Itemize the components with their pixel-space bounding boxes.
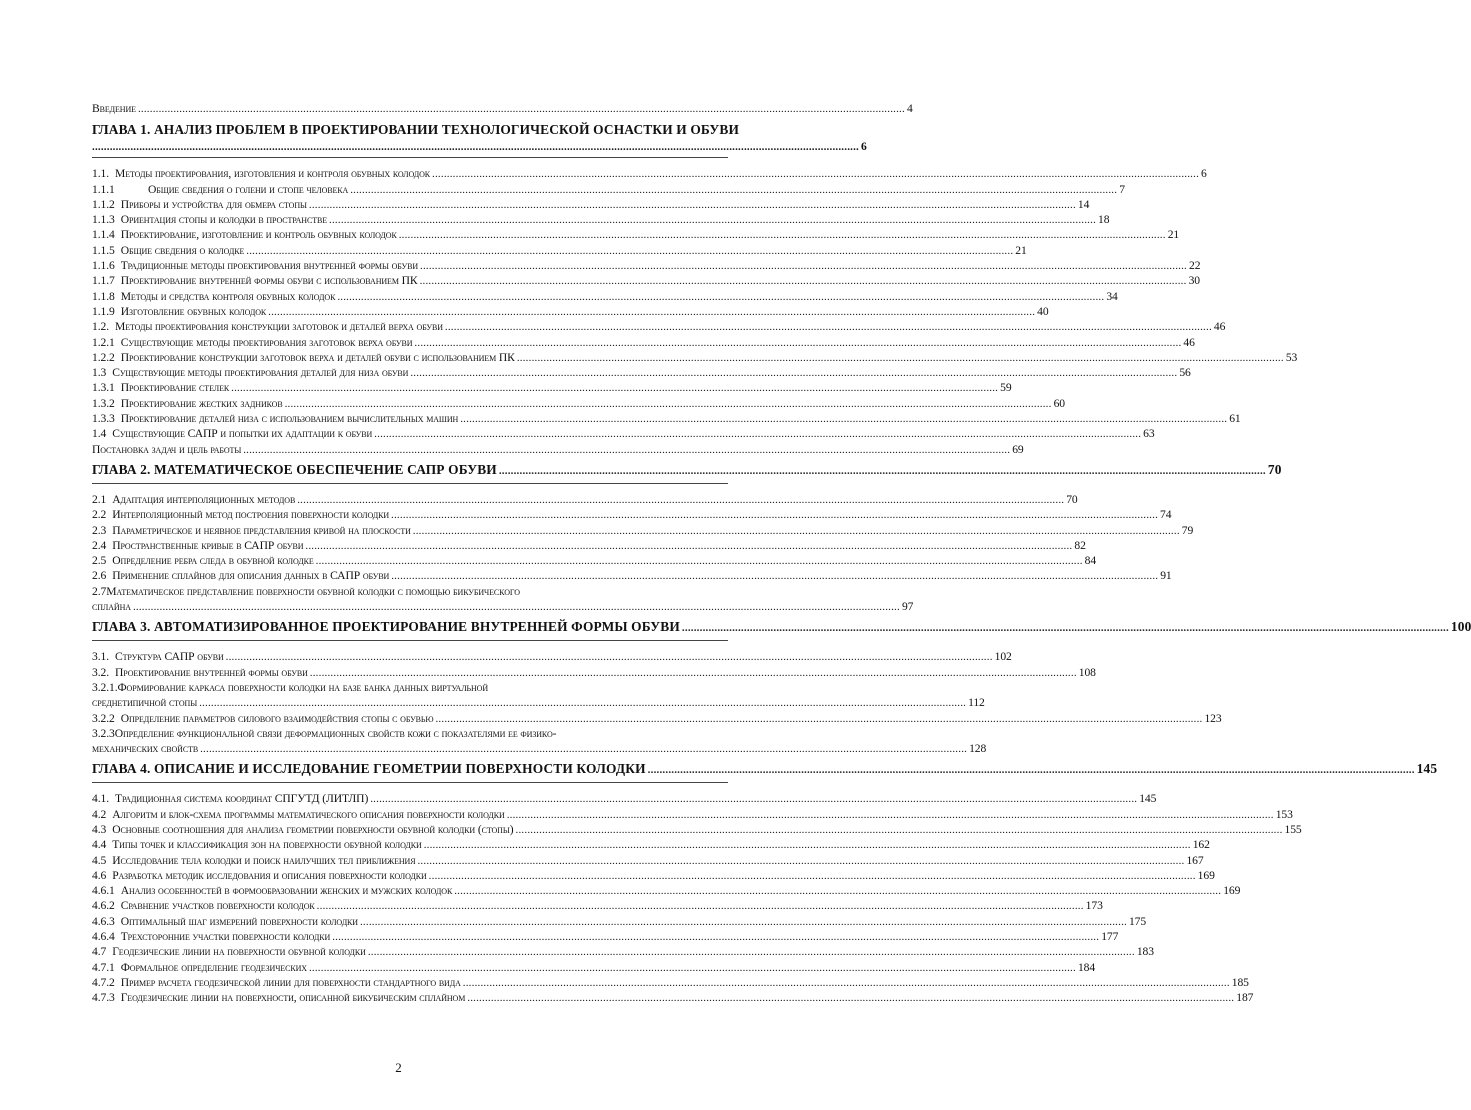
toc-entry-page: 169 <box>1197 868 1215 882</box>
leader-dots: .................................................................................................................................................................................................................................................................... <box>516 351 1284 364</box>
leader-dots: .................................................................................................................................................................................................................................................................... <box>231 382 999 395</box>
toc-entry-number: 4.6.4 <box>92 930 115 944</box>
toc-entry-page: 60 <box>1053 396 1065 410</box>
toc-entry-page: 46 <box>1213 320 1226 334</box>
leader-dots: .................................................................................................................................................................................................................................................................... <box>417 854 1185 867</box>
toc-entry-title: Анализ особенностей в формообразовании женских и мужских колодок <box>120 884 453 898</box>
toc-entry-title-cont: среднетипичной стопы <box>92 696 198 710</box>
leader-dots: .................................................................................................................................................................................................................................................................... <box>506 808 1274 821</box>
toc-entry-title: Трехсторонние участки поверхности колодки <box>120 930 331 944</box>
ch1-entries <box>92 166 1298 457</box>
toc-entry-page: 84 <box>1084 554 1097 568</box>
toc-entry-title-cont: механических свойств <box>92 742 199 756</box>
toc-entry-number: 4.7.1 <box>92 960 115 974</box>
leader-dots: .................................................................................................................................................................................................................................................................... <box>268 305 1036 318</box>
toc-entry-title: Определение ребра следа в обувной колодке <box>112 554 314 568</box>
toc-entry-page: 70 <box>1066 492 1078 506</box>
leader-dots: .................................................................................................................................................................................................................................................................... <box>359 915 1127 928</box>
leader-dots: .................................................................................................................................................................................................................................................................... <box>200 743 968 756</box>
toc-entry[interactable] <box>92 807 1293 822</box>
toc-entry[interactable] <box>92 914 1147 929</box>
toc-entry-number: 4.7.2 <box>92 975 115 989</box>
toc-entry-title: Пример расчета геодезической линии для поверхности стандартного вида <box>120 975 461 989</box>
toc-entry-page: 162 <box>1192 838 1210 852</box>
leader-dots: .................................................................................................................................................................................................................................................................... <box>647 764 1415 777</box>
toc-entry-page: 155 <box>1284 822 1302 836</box>
toc-entry-number: 1.1.5 <box>92 243 115 257</box>
leader-dots: .................................................................................................................................................................................................................................................................... <box>460 413 1228 426</box>
toc-entry-number: 1.3 <box>92 366 107 380</box>
leader-dots: .................................................................................................................................................................................................................................................................... <box>420 260 1187 273</box>
leader-dots: .................................................................................................................................................................................................................................................................... <box>435 712 1203 725</box>
toc-entry-page: 34 <box>1106 289 1118 303</box>
leader-dots: .................................................................................................................................................................................................................................................................... <box>329 214 1097 227</box>
toc-entry-number: 3.1. <box>92 650 109 664</box>
toc-entry[interactable] <box>92 197 1090 212</box>
toc-entry-page: 7 <box>1119 182 1125 196</box>
toc-entry-title: Традиционные методы проектирования внутренней формы обуви <box>120 259 418 273</box>
leader-dots: .................................................................................................................................................................................................................................................................... <box>444 321 1212 334</box>
toc-entry[interactable] <box>92 289 1118 304</box>
toc-entry[interactable] <box>92 258 1201 273</box>
toc-entry[interactable] <box>92 243 1027 258</box>
toc-entry-page: 56 <box>1179 366 1191 380</box>
chapter-title: ГЛАВА 3. АВТОМАТИЗИРОВАННОЕ ПРОЕКТИРОВАНИЕ ВНУТРЕННЕЙ ФОРМЫ ОБУВИ <box>92 619 680 635</box>
toc-entry[interactable] <box>92 492 1078 507</box>
leader-dots: .................................................................................................................................................................................................................................................................... <box>137 103 905 115</box>
leader-dots: .................................................................................................................................................................................................................................................................... <box>332 931 1100 944</box>
chapter-page: 145 <box>1416 761 1438 777</box>
toc-entry-number: 1.3.1 <box>92 381 115 395</box>
toc-entry-number: 1.1.8 <box>92 289 115 303</box>
toc-entry-title: Исследование тела колодки и поиск наилучших тел приближения <box>112 853 416 867</box>
toc-entry-page: 91 <box>1160 569 1172 583</box>
leader-dots: .................................................................................................................................................................................................................................................................... <box>412 524 1180 537</box>
toc-entry-page: 187 <box>1236 991 1254 1005</box>
toc-entry-title: Проектирование внутренней формы обуви с использованием ПК <box>120 274 418 288</box>
toc-entry-number: 3.2. <box>92 665 109 679</box>
leader-dots: .................................................................................................................................................................................................................................................................... <box>243 443 1011 456</box>
toc-entry-page: 61 <box>1229 412 1241 426</box>
leader-dots: .................................................................................................................................................................................................................................................................... <box>225 651 993 664</box>
toc-entry-page: 145 <box>1139 792 1157 806</box>
toc-entry-page: 40 <box>1037 304 1049 318</box>
toc-entry-title: Геодезические линии на поверхности, описанной бикубическим сплайном <box>120 991 466 1005</box>
toc-entry[interactable] <box>92 426 1155 441</box>
toc-entry-title: Разработка методик исследования и описания поверхности колодки <box>112 868 427 882</box>
toc-entry[interactable] <box>92 853 1204 868</box>
leader-dots: .................................................................................................................................................................................................................................................................... <box>462 976 1230 989</box>
toc-entry[interactable] <box>92 365 1191 380</box>
leader-dots: .................................................................................................................................................................................................................................................................... <box>308 198 1076 211</box>
toc-entry-page: 21 <box>1167 228 1180 242</box>
toc-entry-page: 167 <box>1186 853 1204 867</box>
toc-entry-number: 1.1. <box>92 167 109 181</box>
toc-entry-number: 1.1.7 <box>92 274 115 288</box>
toc-entry-title: Формальное определение геодезических <box>120 960 307 974</box>
toc-entry-number: 2.6 <box>92 569 107 583</box>
toc-entry[interactable] <box>92 568 1172 583</box>
toc-entry-page: 79 <box>1181 523 1194 537</box>
toc-entry-introduction[interactable] <box>92 101 913 116</box>
toc-entry-page: 21 <box>1015 243 1027 257</box>
chapter-rule <box>92 640 728 641</box>
toc-entry-title: Ориентация стопы и колодки в пространстве <box>120 213 328 227</box>
toc-entry-title: Проектирование деталей низа с использованием вычислительных машин <box>120 412 459 426</box>
toc-entry-page: 4 <box>906 102 913 115</box>
toc-chapter-4[interactable] <box>92 760 1438 778</box>
toc-entry[interactable] <box>92 523 1194 538</box>
toc-entry-page: 63 <box>1143 427 1155 441</box>
table-of-contents <box>92 101 1471 1006</box>
toc-entry-page: 18 <box>1098 213 1110 227</box>
leader-dots: .................................................................................................................................................................................................................................................................... <box>315 555 1083 568</box>
toc-entry[interactable] <box>92 929 1119 944</box>
toc-entry-number: 3.2.2 <box>92 711 115 725</box>
toc-entry[interactable] <box>92 507 1172 522</box>
toc-entry[interactable] <box>92 883 1241 898</box>
toc-entry-title: Математическое представление поверхности обувной колодки с помощью бикубического <box>106 584 520 598</box>
toc-entry[interactable] <box>92 212 1110 227</box>
toc-entry-title: Определение параметров силового взаимодействия стопы с обувью <box>120 711 434 725</box>
leader-dots: .................................................................................................................................................................................................................................................................... <box>246 244 1014 257</box>
chapter-rule <box>92 782 728 783</box>
toc-entry-number: 3.2.3 <box>92 726 115 740</box>
ch3-entries <box>92 649 1222 756</box>
toc-entry-line <box>92 584 728 599</box>
toc-entry-title: Введение <box>92 102 136 115</box>
toc-entry[interactable] <box>92 273 1200 288</box>
toc-entry-title: Существующие методы проектирования деталей для низа обуви <box>112 366 409 380</box>
toc-entry-page: 14 <box>1077 197 1090 211</box>
toc-entry-title: Определение функциональной связи деформационных свойств кожи с показателями ее физико- <box>114 726 557 740</box>
toc-entry-title: Проектирование внутренней формы обуви <box>115 665 308 679</box>
page-number: 2 <box>395 1060 402 1075</box>
toc-entry[interactable] <box>92 182 1125 197</box>
toc-entry-title: Параметрическое и неявное представления кривой на плоскости <box>112 523 411 537</box>
toc-entry-multiline[interactable] <box>92 726 987 757</box>
toc-entry[interactable] <box>92 975 1249 990</box>
toc-entry[interactable] <box>92 898 1103 913</box>
toc-entry-number: 4.5 <box>92 853 107 867</box>
toc-chapter-2[interactable] <box>92 461 1282 479</box>
leader-dots: .................................................................................................................................................................................................................................................................... <box>370 793 1138 806</box>
toc-entry[interactable] <box>92 990 1254 1005</box>
toc-entry-page: 183 <box>1136 945 1154 959</box>
leader-dots: .................................................................................................................................................................................................................................................................... <box>391 570 1159 583</box>
toc-entry[interactable] <box>92 304 1049 319</box>
leader-dots: .................................................................................................................................................................................................................................................................... <box>391 509 1159 522</box>
toc-entry-page: 169 <box>1223 884 1241 898</box>
chapter-rule <box>92 157 728 158</box>
toc-entry-number: 1.1.4 <box>92 228 115 242</box>
toc-entry-multiline[interactable] <box>92 584 914 615</box>
toc-entry-number: 1.1.9 <box>92 304 115 318</box>
toc-entry-title: Типы точек и классификация зон на поверхности обувной колодки <box>112 838 422 852</box>
chapter-title: ГЛАВА 4. ОПИСАНИЕ И ИССЛЕДОВАНИЕ ГЕОМЕТРИИ ПОВЕРХНОСТИ КОЛОДКИ <box>92 761 646 777</box>
leader-dots: .................................................................................................................................................................................................................................................................... <box>432 168 1200 181</box>
toc-entry[interactable] <box>92 649 1012 664</box>
toc-entry-number: 4.7 <box>92 945 107 959</box>
toc-entry-page: 112 <box>968 696 985 710</box>
toc-entry-title: Формирование каркаса поверхности колодки на базе банка данных виртуальной <box>117 680 489 694</box>
leader-dots: .................................................................................................................................................................................................................................................................... <box>423 839 1191 852</box>
toc-entry-page: 173 <box>1085 899 1103 913</box>
leader-dots: .................................................................................................................................................................................................................................................................... <box>92 141 859 154</box>
chapter-leader-line <box>92 139 867 155</box>
leader-dots: .................................................................................................................................................................................................................................................................... <box>284 397 1052 410</box>
toc-entry-page: 185 <box>1231 975 1249 989</box>
toc-entry-number: 4.1. <box>92 792 109 806</box>
toc-entry[interactable] <box>92 396 1065 411</box>
toc-entry-line <box>92 726 728 741</box>
toc-entry-title: Существующие методы проектирования заготовок верха обуви <box>120 335 413 349</box>
toc-entry[interactable] <box>92 837 1210 852</box>
toc-entry-title: Методы проектирования конструкции заготовок и деталей верха обуви <box>115 320 443 334</box>
toc-entry-title: Методы проектирования, изготовления и контроля обувных колодок <box>115 167 431 181</box>
toc-entry-page: 46 <box>1183 335 1195 349</box>
toc-entry-line <box>92 741 987 756</box>
toc-entry-number: 1.1.6 <box>92 259 115 273</box>
toc-entry-title: Геодезические линии на поверхности обувной колодки <box>112 945 366 959</box>
toc-entry-number: 2.2 <box>92 508 107 522</box>
toc-entry-title: Адаптация интерполяционных методов <box>112 492 296 506</box>
leader-dots: .................................................................................................................................................................................................................................................................... <box>467 992 1235 1005</box>
chapter-title: ГЛАВА 2. МАТЕМАТИЧЕСКОЕ ОБЕСПЕЧЕНИЕ САПР ОБУВИ <box>92 461 497 477</box>
toc-entry[interactable] <box>92 711 1222 726</box>
toc-entry-page: 74 <box>1160 508 1172 522</box>
toc-entry-number: 3.2.1. <box>92 680 118 694</box>
toc-entry-title: Методы и средства контроля обувных колодок <box>120 289 336 303</box>
toc-entry-page: 22 <box>1189 259 1201 273</box>
toc-entry[interactable] <box>92 442 1024 457</box>
leader-dots: .................................................................................................................................................................................................................................................................... <box>337 290 1105 303</box>
toc-entry-title: Оптимальный шаг измерений поверхности колодки <box>120 914 358 928</box>
toc-entry-title: Проектирование конструкции заготовок верха и деталей обуви с использованием ПК <box>120 350 515 364</box>
toc-entry-page: 102 <box>994 650 1012 664</box>
toc-entry[interactable] <box>92 822 1302 837</box>
toc-entry[interactable] <box>92 960 1096 975</box>
toc-entry-page: 82 <box>1074 538 1086 552</box>
leader-dots: .................................................................................................................................................................................................................................................................... <box>297 493 1065 506</box>
leader-dots: .................................................................................................................................................................................................................................................................... <box>374 428 1142 441</box>
leader-dots: .................................................................................................................................................................................................................................................................... <box>515 823 1283 836</box>
toc-entry-title: Алгоритм и блок-схема программы математического описания поверхности колодки <box>112 807 505 821</box>
chapter-page: 70 <box>1267 461 1282 477</box>
leader-dots: .................................................................................................................................................................................................................................................................... <box>681 622 1449 635</box>
toc-entry[interactable] <box>92 868 1215 883</box>
toc-entry[interactable] <box>92 350 1298 365</box>
toc-chapter-3[interactable] <box>92 618 1471 636</box>
toc-entry-number: 4.6.2 <box>92 899 115 913</box>
toc-entry-title: Общие сведения о голени и стопе человека <box>148 182 349 196</box>
toc-entry-page: 184 <box>1077 960 1096 974</box>
toc-entry-title: Сравнение участков поверхности колодок <box>120 899 315 913</box>
toc-entry-number: 1.1.2 <box>92 197 115 211</box>
toc-entry-page: 153 <box>1275 807 1293 821</box>
leader-dots: .................................................................................................................................................................................................................................................................... <box>132 601 900 614</box>
toc-entry-title: Интерполяционный метод построения поверхности колодки <box>112 508 390 522</box>
toc-entry[interactable] <box>92 791 1157 806</box>
leader-dots: .................................................................................................................................................................................................................................................................... <box>309 666 1077 679</box>
toc-entry-title: Проектирование, изготовление и контроль обувных колодок <box>120 228 397 242</box>
toc-entry-number: 1.2.1 <box>92 335 115 349</box>
toc-entry-title: Существующие САПР и попытки их адаптации к обуви <box>112 427 373 441</box>
toc-entry[interactable] <box>92 335 1195 350</box>
toc-entry-number: 4.2 <box>92 807 107 821</box>
leader-dots: .................................................................................................................................................................................................................................................................... <box>308 961 1076 974</box>
toc-entry-page: 177 <box>1101 930 1119 944</box>
toc-entry-number: 4.6.3 <box>92 914 115 928</box>
toc-entry-title: Пространственные кривые в САПР обуви <box>112 538 304 552</box>
toc-entry-number: 1.1.1 <box>92 182 115 196</box>
leader-dots: .................................................................................................................................................................................................................................................................... <box>498 464 1266 477</box>
toc-entry-number: 1.3.3 <box>92 412 115 426</box>
toc-entry-page: 108 <box>1078 665 1096 679</box>
toc-entry-number: 1.2.2 <box>92 350 115 364</box>
leader-dots: .................................................................................................................................................................................................................................................................... <box>305 539 1073 552</box>
leader-dots: .................................................................................................................................................................................................................................................................... <box>414 336 1182 349</box>
toc-entry-title: Применение сплайнов для описания данных в САПР обуви <box>112 569 390 583</box>
toc-entry-number: 1.2. <box>92 320 109 334</box>
leader-dots: .................................................................................................................................................................................................................................................................... <box>367 946 1135 959</box>
chapter-title: ГЛАВА 1. АНАЛИЗ ПРОБЛЕМ В ПРОЕКТИРОВАНИИ ТЕХНОЛОГИЧЕСКОЙ ОСНАСТКИ И ОБУВИ <box>92 122 740 138</box>
ch2-entries <box>92 492 1194 614</box>
toc-entry-number: 4.3 <box>92 822 107 836</box>
leader-dots: .................................................................................................................................................................................................................................................................... <box>316 900 1084 913</box>
toc-entry-title: Изготовление обувных колодок <box>120 304 267 318</box>
toc-chapter-1[interactable] <box>92 121 867 158</box>
toc-entry-number: 1.3.2 <box>92 396 115 410</box>
leader-dots: .................................................................................................................................................................................................................................................................... <box>454 885 1222 898</box>
toc-entry-line <box>92 695 985 710</box>
toc-entry[interactable] <box>92 665 1096 680</box>
toc-entry-title: Структура САПР обуви <box>115 650 224 664</box>
toc-entry-page: 53 <box>1285 350 1298 364</box>
toc-entry-page: 128 <box>969 742 987 756</box>
chapter-page: 100 <box>1450 619 1471 635</box>
toc-entry[interactable] <box>92 944 1154 959</box>
toc-entry-title: Постановка задач и цель работы <box>92 442 242 456</box>
toc-entry[interactable] <box>92 319 1226 334</box>
leader-dots: .................................................................................................................................................................................................................................................................... <box>398 229 1166 242</box>
toc-entry-number: 2.4 <box>92 538 107 552</box>
toc-entry-number: 2.3 <box>92 523 107 537</box>
toc-entry-title-cont: сплайна <box>92 600 131 614</box>
leader-dots: .................................................................................................................................................................................................................................................................... <box>428 869 1196 882</box>
leader-dots: .................................................................................................................................................................................................................................................................... <box>410 367 1178 380</box>
toc-entry-title: Проектирование жестких задников <box>120 396 283 410</box>
toc-entry-number: 4.7.3 <box>92 991 115 1005</box>
toc-entry-page: 6 <box>1201 167 1207 181</box>
leader-dots: .................................................................................................................................................................................................................................................................... <box>419 275 1187 288</box>
toc-entry-number: 2.7 <box>92 584 107 598</box>
toc-entry[interactable] <box>92 227 1180 242</box>
toc-entry-title: Проектирование стелек <box>120 381 230 395</box>
toc-entry[interactable] <box>92 166 1207 181</box>
toc-entry-number: 1.1.3 <box>92 213 115 227</box>
toc-entry-title: Основные соотношения для анализа геометрии поверхности обувной колодки (стопы) <box>112 822 514 836</box>
toc-entry-number: 4.6.1 <box>92 884 115 898</box>
toc-entry-title: Приборы и устройства для обмера стопы <box>120 197 307 211</box>
toc-entry-page: 69 <box>1012 442 1024 456</box>
toc-entry-number: 2.5 <box>92 554 107 568</box>
chapter-rule <box>92 483 728 484</box>
toc-entry-page: 30 <box>1188 274 1200 288</box>
chapter-page: 6 <box>861 140 867 154</box>
toc-entry-number: 4.6 <box>92 868 107 882</box>
toc-entry[interactable] <box>92 411 1241 426</box>
toc-entry-title: Традиционная система координат СПГУТД (ЛИТЛП) <box>115 792 369 806</box>
toc-entry-title: Общие сведения о колодке <box>120 243 245 257</box>
leader-dots: .................................................................................................................................................................................................................................................................... <box>199 697 967 710</box>
toc-entry-line <box>92 599 914 614</box>
toc-entry[interactable] <box>92 380 1012 395</box>
toc-entry[interactable] <box>92 553 1097 568</box>
toc-entry-page: 59 <box>1000 381 1012 395</box>
toc-entry-line <box>92 680 728 695</box>
toc-entry-page: 123 <box>1204 711 1222 725</box>
toc-entry-number: 4.4 <box>92 838 107 852</box>
leader-dots: .................................................................................................................................................................................................................................................................... <box>350 183 1118 196</box>
toc-entry-number: 2.1 <box>92 492 107 506</box>
toc-entry-page: 97 <box>901 600 914 614</box>
toc-entry-multiline[interactable] <box>92 680 985 711</box>
toc-entry-number: 1.4 <box>92 427 107 441</box>
ch4-entries <box>92 791 1302 1005</box>
toc-entry[interactable] <box>92 538 1086 553</box>
toc-entry-page: 175 <box>1128 914 1147 928</box>
